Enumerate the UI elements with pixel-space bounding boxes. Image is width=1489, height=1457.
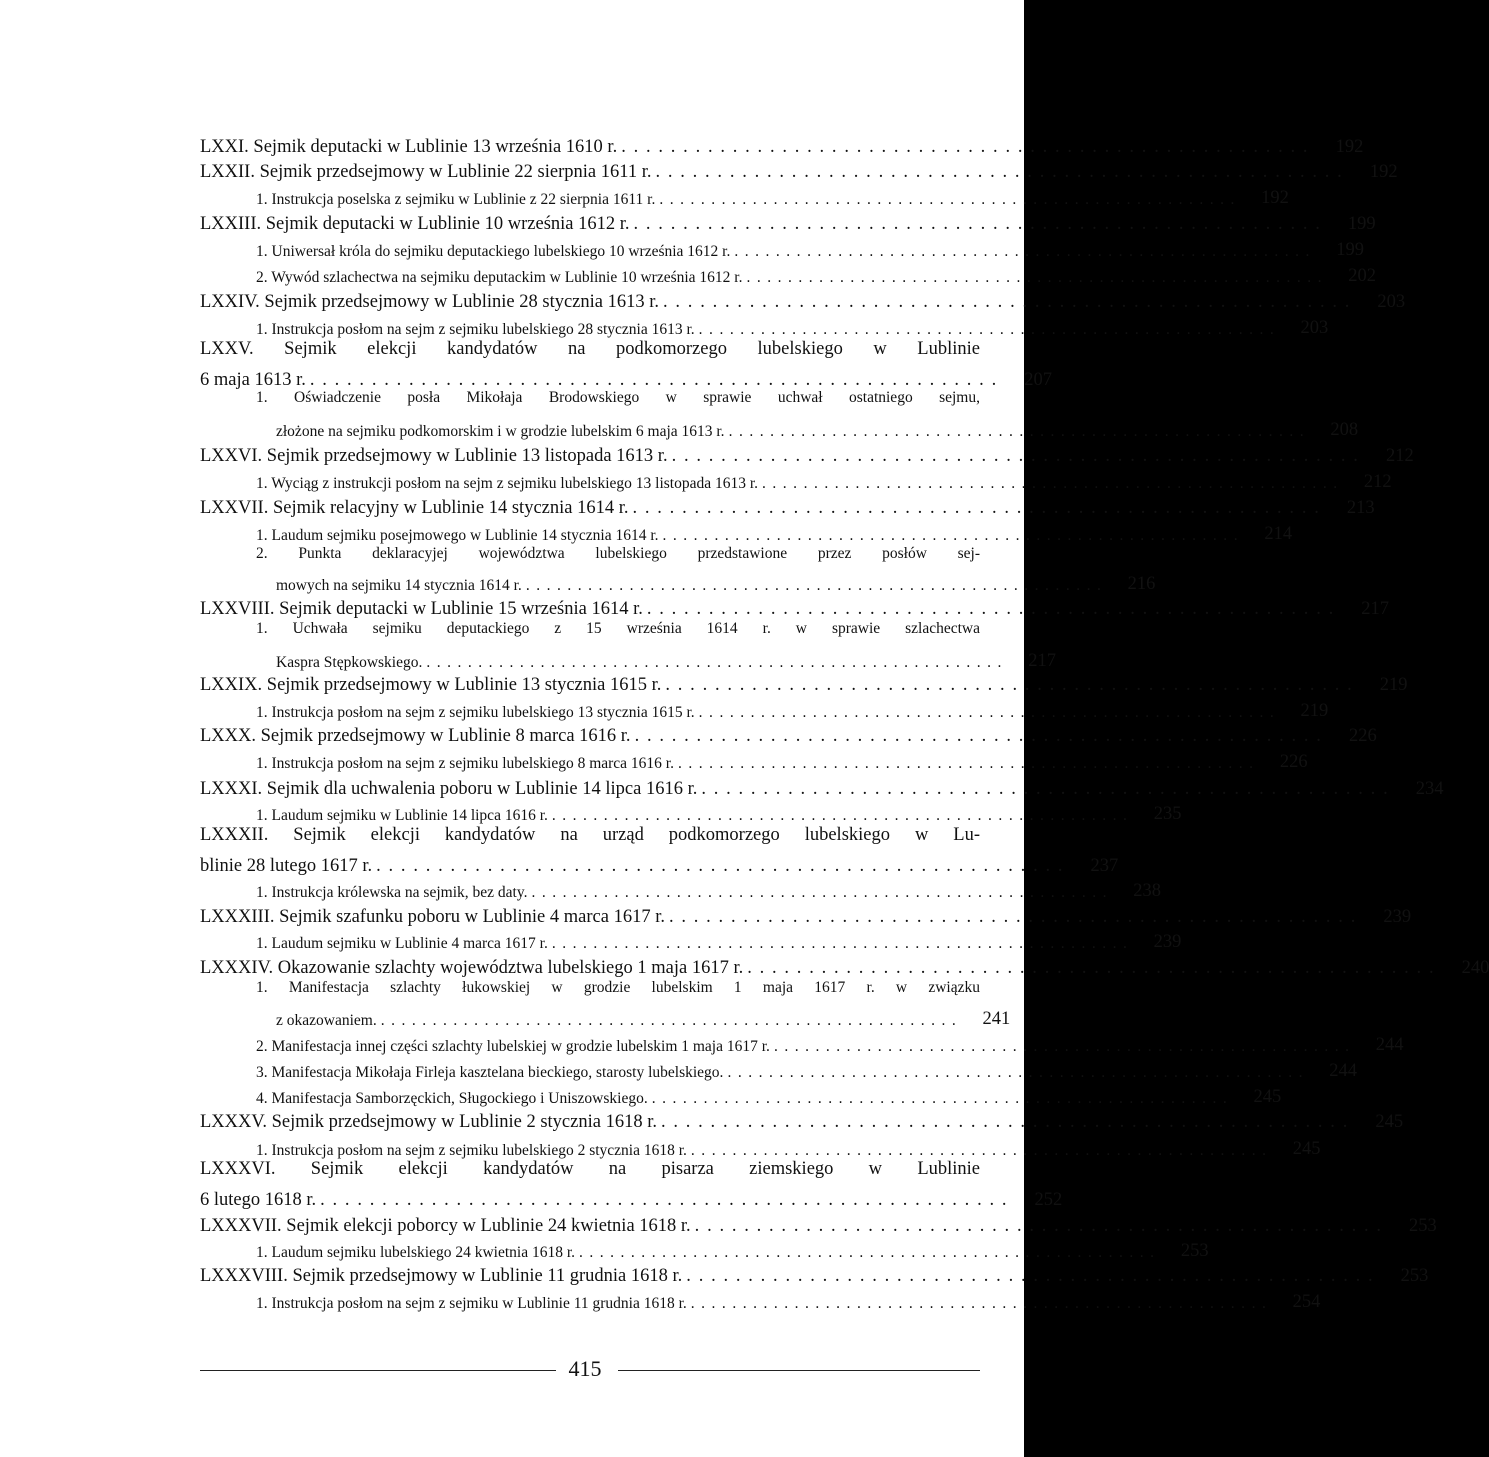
toc-entry-title-start: LXXXII. Sejmik elekcji kandydatów na urząd podkomorzego lubelskiego w Lu- bbox=[200, 825, 980, 845]
toc-entry-title: złożone na sejmiku podkomorskim i w grodzie lubelskim 6 maja 1613 r. bbox=[276, 423, 725, 440]
toc-page-number: 192 bbox=[1261, 188, 1289, 208]
toc-section-entry bbox=[200, 365, 1052, 391]
toc-subentry bbox=[256, 876, 1162, 902]
toc-page-number: 192 bbox=[1335, 137, 1364, 157]
toc-entry-title-start: LXXXVI. Sejmik elekcji kandydatów na pisarza ziemskiego w Lublinie bbox=[200, 1159, 980, 1179]
toc-entry-title: LXXII. Sejmik przedsejmowy w Lublinie 22 sierpnia 1611 r. bbox=[200, 162, 652, 182]
leader-dots: ........................................................ bbox=[632, 498, 1327, 518]
footer-rule-right bbox=[618, 1370, 980, 1371]
toc-page-number: 214 bbox=[1264, 524, 1293, 544]
toc-section-entry bbox=[200, 1185, 1063, 1211]
toc-section-entry bbox=[200, 721, 1377, 747]
toc-entry-title: 1. Instrukcja posłom na sejm z sejmiku w Lublinie 11 grudnia 1618 r. bbox=[256, 1295, 687, 1312]
toc-entry-title: 1. Laudum sejmiku w Lublinie 14 lipca 1616 r. bbox=[256, 807, 548, 824]
leader-dots: ........................................................ bbox=[651, 1090, 1234, 1107]
toc-entry-title: LXXX. Sejmik przedsejmowy w Lublinie 8 marca 1616 r. bbox=[200, 726, 631, 746]
leader-dots: ........................................................ bbox=[668, 907, 1364, 927]
toc-entry-title: 1. Instrukcja poselska z sejmiku w Lublinie z 22 sierpnia 1611 r. bbox=[256, 191, 656, 208]
leader-dots: ........................................................ bbox=[659, 191, 1241, 208]
toc-section-entry bbox=[200, 774, 1444, 800]
toc-subentry bbox=[256, 1134, 1321, 1160]
toc-entry-first-line bbox=[200, 339, 980, 360]
toc-section-entry bbox=[200, 132, 1364, 158]
toc-subentry bbox=[256, 1236, 1209, 1262]
toc-entry-title: LXXXI. Sejmik dla uchwalenia poboru w Lublinie 14 lipca 1616 r. bbox=[200, 779, 698, 799]
toc-subentry bbox=[256, 1056, 1357, 1082]
toc-entry-title: Kaspra Stępkowskiego. bbox=[276, 654, 423, 671]
toc-section-entry bbox=[200, 157, 1398, 183]
toc-entry-title: LXXVII. Sejmik relacyjny w Lublinie 14 stycznia 1614 r. bbox=[200, 498, 629, 518]
toc-page-number: 212 bbox=[1385, 446, 1414, 466]
toc-page-number: 203 bbox=[1300, 318, 1329, 338]
page-footer bbox=[0, 1356, 1024, 1386]
toc-entry-title: 1. Instrukcja posłom na sejm z sejmiku lubelskiego 13 stycznia 1615 r. bbox=[256, 704, 695, 721]
toc-entry-title: LXXVIII. Sejmik deputacki w Lublinie 15 września 1614 r. bbox=[200, 599, 643, 619]
toc-subentry bbox=[256, 1082, 1282, 1108]
toc-section-entry bbox=[200, 851, 1119, 877]
toc-page-number: 219 bbox=[1300, 701, 1329, 721]
toc-section-entry bbox=[200, 493, 1375, 519]
toc-page-number: 253 bbox=[1409, 1216, 1437, 1236]
toc-entry-title: 1. Laudum sejmiku lubelskiego 24 kwietnia 1618 r. bbox=[256, 1244, 575, 1261]
toc-section-entry bbox=[200, 1211, 1437, 1237]
toc-entry-title: LXXXVII. Sejmik elekcji poborcy w Lublinie 24 kwietnia 1618 r. bbox=[200, 1216, 691, 1236]
toc-entry-title-start: 1. Oświadczenie posła Mikołaja Brodowskiego w sprawie uchwał ostatniego sejmu, bbox=[256, 389, 980, 406]
toc-entry-title: LXXVI. Sejmik przedsejmowy w Lublinie 13 listopada 1613 r. bbox=[200, 446, 668, 466]
leader-dots: ........................................................ bbox=[525, 577, 1108, 594]
leader-dots: ........................................................ bbox=[633, 214, 1328, 234]
toc-subentry bbox=[256, 519, 1293, 545]
toc-page-number: 202 bbox=[1348, 266, 1377, 286]
toc-page-number: 238 bbox=[1133, 881, 1162, 901]
toc-entry-title: LXXXV. Sejmik przedsejmowy w Lublinie 2 stycznia 1618 r. bbox=[200, 1112, 657, 1132]
toc-page-number: 217 bbox=[1361, 599, 1389, 619]
toc-entry-title: LXXXVIII. Sejmik przedsejmowy w Lublinie 11 grudnia 1618 r. bbox=[200, 1266, 683, 1286]
leader-dots: ........................................................ bbox=[551, 807, 1134, 824]
toc-section-entry bbox=[200, 1261, 1429, 1287]
leader-dots: ........................................................ bbox=[309, 370, 1004, 390]
toc-entry-title-start: LXXV. Sejmik elekcji kandydatów na podkomorzego lubelskiego w Lublinie bbox=[200, 339, 980, 359]
toc-page-number: 212 bbox=[1363, 472, 1392, 492]
toc-subentry bbox=[256, 927, 1182, 953]
toc-entry-first-line bbox=[256, 620, 980, 638]
toc-entry-title: 2. Manifestacja innej części szlachty lubelskiej w grodzie lubelskim 1 maja 1617 r. bbox=[256, 1038, 770, 1055]
toc-entry-title: LXXIV. Sejmik przedsejmowy w Lublinie 28 stycznia 1613 r. bbox=[200, 292, 660, 312]
toc-entry-title: 1. Wyciąg z instrukcji posłom na sejm z sejmiku lubelskiego 13 listopada 1613 r. bbox=[256, 475, 759, 492]
toc-entry-title: LXXI. Sejmik deputacki w Lublinie 13 września 1610 r. bbox=[200, 137, 618, 157]
toc-section-entry bbox=[200, 670, 1408, 696]
toc-page-number: 253 bbox=[1180, 1241, 1209, 1261]
leader-dots: ........................................................ bbox=[531, 884, 1114, 901]
toc-entry-title: mowych na sejmiku 14 stycznia 1614 r. bbox=[276, 577, 522, 594]
toc-entry-title: LXXIX. Sejmik przedsejmowy w Lublinie 13 stycznia 1615 r. bbox=[200, 675, 662, 695]
toc-entry-title: 6 lutego 1618 r. bbox=[200, 1190, 317, 1210]
toc-section-entry bbox=[200, 902, 1412, 928]
toc-entry-title: 1. Instrukcja posłom na sejm z sejmiku lubelskiego 28 stycznia 1613 r. bbox=[256, 321, 695, 338]
toc-entry-title: 1. Laudum sejmiku posejmowego w Lublinie 14 stycznia 1614 r. bbox=[256, 527, 659, 544]
toc-page-number: 245 bbox=[1253, 1087, 1282, 1107]
leader-dots: ........................................................ bbox=[646, 599, 1341, 619]
toc-entry-title: 1. Instrukcja posłom na sejm z sejmiku lubelskiego 8 marca 1616 r. bbox=[256, 755, 674, 772]
toc-page-number: 213 bbox=[1346, 498, 1375, 518]
toc-entry-title: LXXXIII. Sejmik szafunku poboru w Lublinie 4 marca 1617 r. bbox=[200, 907, 665, 927]
toc-entry-title: 1. Instrukcja królewska na sejmik, bez daty. bbox=[256, 884, 528, 901]
toc-page-number: 244 bbox=[1375, 1035, 1404, 1055]
toc-entry-title: blinie 28 lutego 1617 r. bbox=[200, 856, 373, 876]
leader-dots: ........................................................ bbox=[621, 137, 1316, 157]
leader-dots: ........................................................ bbox=[746, 269, 1329, 286]
toc-section-entry bbox=[200, 441, 1414, 467]
leader-dots: ........................................................ bbox=[380, 1012, 963, 1029]
toc-entry-first-line bbox=[200, 825, 980, 846]
toc-page-number: 239 bbox=[1383, 907, 1412, 927]
leader-dots: ........................................................ bbox=[671, 446, 1366, 466]
toc-page-number: 241 bbox=[982, 1009, 1011, 1029]
toc-page-number: 199 bbox=[1336, 240, 1364, 260]
toc-entry-title: 3. Manifestacja Mikołaja Firleja kasztelana bieckiego, starosty lubelskiego. bbox=[256, 1064, 724, 1081]
leader-dots: ........................................................ bbox=[734, 243, 1316, 260]
toc-section-entry bbox=[200, 1107, 1404, 1133]
toc-section-entry bbox=[200, 594, 1389, 620]
toc-entry-title-start: 1. Manifestacja szlachty łukowskiej w grodzie lubelskim 1 maja 1617 r. w związku bbox=[256, 979, 980, 996]
toc-subentry bbox=[256, 1287, 1321, 1313]
page-number: 415 bbox=[568, 1356, 602, 1381]
leader-dots: ........................................................ bbox=[678, 755, 1260, 772]
toc-entry-title: 1. Uniwersał króla do sejmiku deputackiego lubelskiego 10 września 1612 r. bbox=[256, 243, 731, 260]
toc-subentry bbox=[256, 313, 1329, 339]
toc-subentry bbox=[276, 415, 1359, 441]
leader-dots: ........................................................ bbox=[728, 423, 1311, 440]
toc-subentry bbox=[276, 646, 1056, 672]
toc-page-number: 237 bbox=[1090, 856, 1119, 876]
leader-dots: ........................................................ bbox=[655, 162, 1350, 182]
toc-entry-title: LXXXIV. Okazowanie szlachty województwa lubelskiego 1 maja 1617 r. bbox=[200, 958, 744, 978]
toc-page-number: 253 bbox=[1400, 1266, 1429, 1286]
toc-page-number: 219 bbox=[1379, 675, 1408, 695]
toc-page-number: 192 bbox=[1369, 162, 1398, 182]
leader-dots: ........................................................ bbox=[698, 321, 1281, 338]
toc-section-entry bbox=[200, 209, 1376, 235]
toc-page-number: 245 bbox=[1375, 1112, 1404, 1132]
leader-dots: ........................................................ bbox=[701, 779, 1396, 799]
leader-dots: ........................................................ bbox=[773, 1038, 1356, 1055]
leader-dots: ........................................................ bbox=[727, 1064, 1309, 1081]
toc-subentry bbox=[276, 569, 1156, 595]
toc-entry-title-start: 2. Punkta deklaracyjej województwa lubelskiego przedstawione przez posłów sej- bbox=[256, 545, 980, 562]
leader-dots: ........................................................ bbox=[579, 1244, 1161, 1261]
toc-subentry bbox=[256, 747, 1308, 773]
toc-entry-title: 1. Instrukcja posłom na sejm z sejmiku lubelskiego 2 stycznia 1618 r. bbox=[256, 1142, 687, 1159]
toc-subentry bbox=[276, 1004, 1011, 1030]
leader-dots: ........................................................ bbox=[747, 958, 1442, 978]
leader-dots: ........................................................ bbox=[551, 935, 1134, 952]
toc-subentry bbox=[256, 696, 1329, 722]
toc-subentry bbox=[256, 1030, 1404, 1056]
toc-page-number: 245 bbox=[1292, 1139, 1321, 1159]
toc-page-number: 226 bbox=[1279, 752, 1308, 772]
toc-entry-title: z okazowaniem. bbox=[276, 1012, 377, 1029]
toc-page-number: 234 bbox=[1415, 779, 1444, 799]
toc-page-number: 254 bbox=[1292, 1292, 1321, 1312]
toc-entry-title-start: 1. Uchwała sejmiku deputackiego z 15 września 1614 r. w sprawie szlachectwa bbox=[256, 620, 980, 637]
footer-rule-left bbox=[200, 1370, 556, 1371]
toc-page-number: 235 bbox=[1153, 804, 1182, 824]
toc-entry-title: 1. Laudum sejmiku w Lublinie 4 marca 1617 r. bbox=[256, 935, 548, 952]
toc-page-number: 240 bbox=[1461, 958, 1489, 978]
leader-dots: ........................................................ bbox=[634, 726, 1329, 746]
toc-page-number: 239 bbox=[1153, 932, 1182, 952]
leader-dots: ........................................................ bbox=[690, 1142, 1273, 1159]
toc-page-number: 226 bbox=[1348, 726, 1377, 746]
toc-page-number: 244 bbox=[1329, 1061, 1357, 1081]
toc-subentry bbox=[256, 467, 1392, 493]
toc-entry-first-line bbox=[200, 1159, 980, 1180]
toc-section-entry bbox=[200, 953, 1489, 979]
toc-page-number: 207 bbox=[1024, 370, 1052, 390]
toc-entry-title: LXXIII. Sejmik deputacki w Lublinie 10 września 1612 r. bbox=[200, 214, 630, 234]
leader-dots: ........................................................ bbox=[698, 704, 1281, 721]
toc-subentry bbox=[256, 235, 1364, 261]
leader-dots: ........................................................ bbox=[686, 1266, 1381, 1286]
toc-page-number: 208 bbox=[1330, 420, 1359, 440]
leader-dots: ........................................................ bbox=[665, 675, 1360, 695]
toc-entry-title: 4. Manifestacja Samborzęckich, Sługockiego i Uniszowskiego. bbox=[256, 1090, 648, 1107]
toc-entry-title: 2. Wywód szlachectwa na sejmiku deputackim w Lublinie 10 września 1612 r. bbox=[256, 269, 743, 286]
leader-dots: ........................................................ bbox=[690, 1295, 1273, 1312]
toc-subentry bbox=[256, 261, 1377, 287]
toc-page-number: 217 bbox=[1028, 651, 1056, 671]
leader-dots: ........................................................ bbox=[694, 1216, 1389, 1236]
toc-entry-first-line bbox=[256, 979, 980, 997]
leader-dots: ........................................................ bbox=[320, 1190, 1015, 1210]
toc-subentry bbox=[256, 799, 1182, 825]
leader-dots: ........................................................ bbox=[426, 654, 1008, 671]
toc-section-entry bbox=[200, 287, 1406, 313]
toc-entry-first-line bbox=[256, 389, 980, 407]
leader-dots: ........................................................ bbox=[376, 856, 1071, 876]
leader-dots: ........................................................ bbox=[762, 475, 1344, 492]
toc-page-number: 216 bbox=[1127, 574, 1156, 594]
toc-page-number: 252 bbox=[1034, 1190, 1063, 1210]
toc-entry-first-line bbox=[256, 545, 980, 563]
leader-dots: ........................................................ bbox=[662, 527, 1245, 544]
toc-entry-title: 6 maja 1613 r. bbox=[200, 370, 306, 390]
leader-dots: ........................................................ bbox=[663, 292, 1358, 312]
toc-page-number: 199 bbox=[1347, 214, 1376, 234]
toc-subentry bbox=[256, 183, 1289, 209]
toc-page-number: 203 bbox=[1377, 292, 1406, 312]
leader-dots: ........................................................ bbox=[660, 1112, 1356, 1132]
